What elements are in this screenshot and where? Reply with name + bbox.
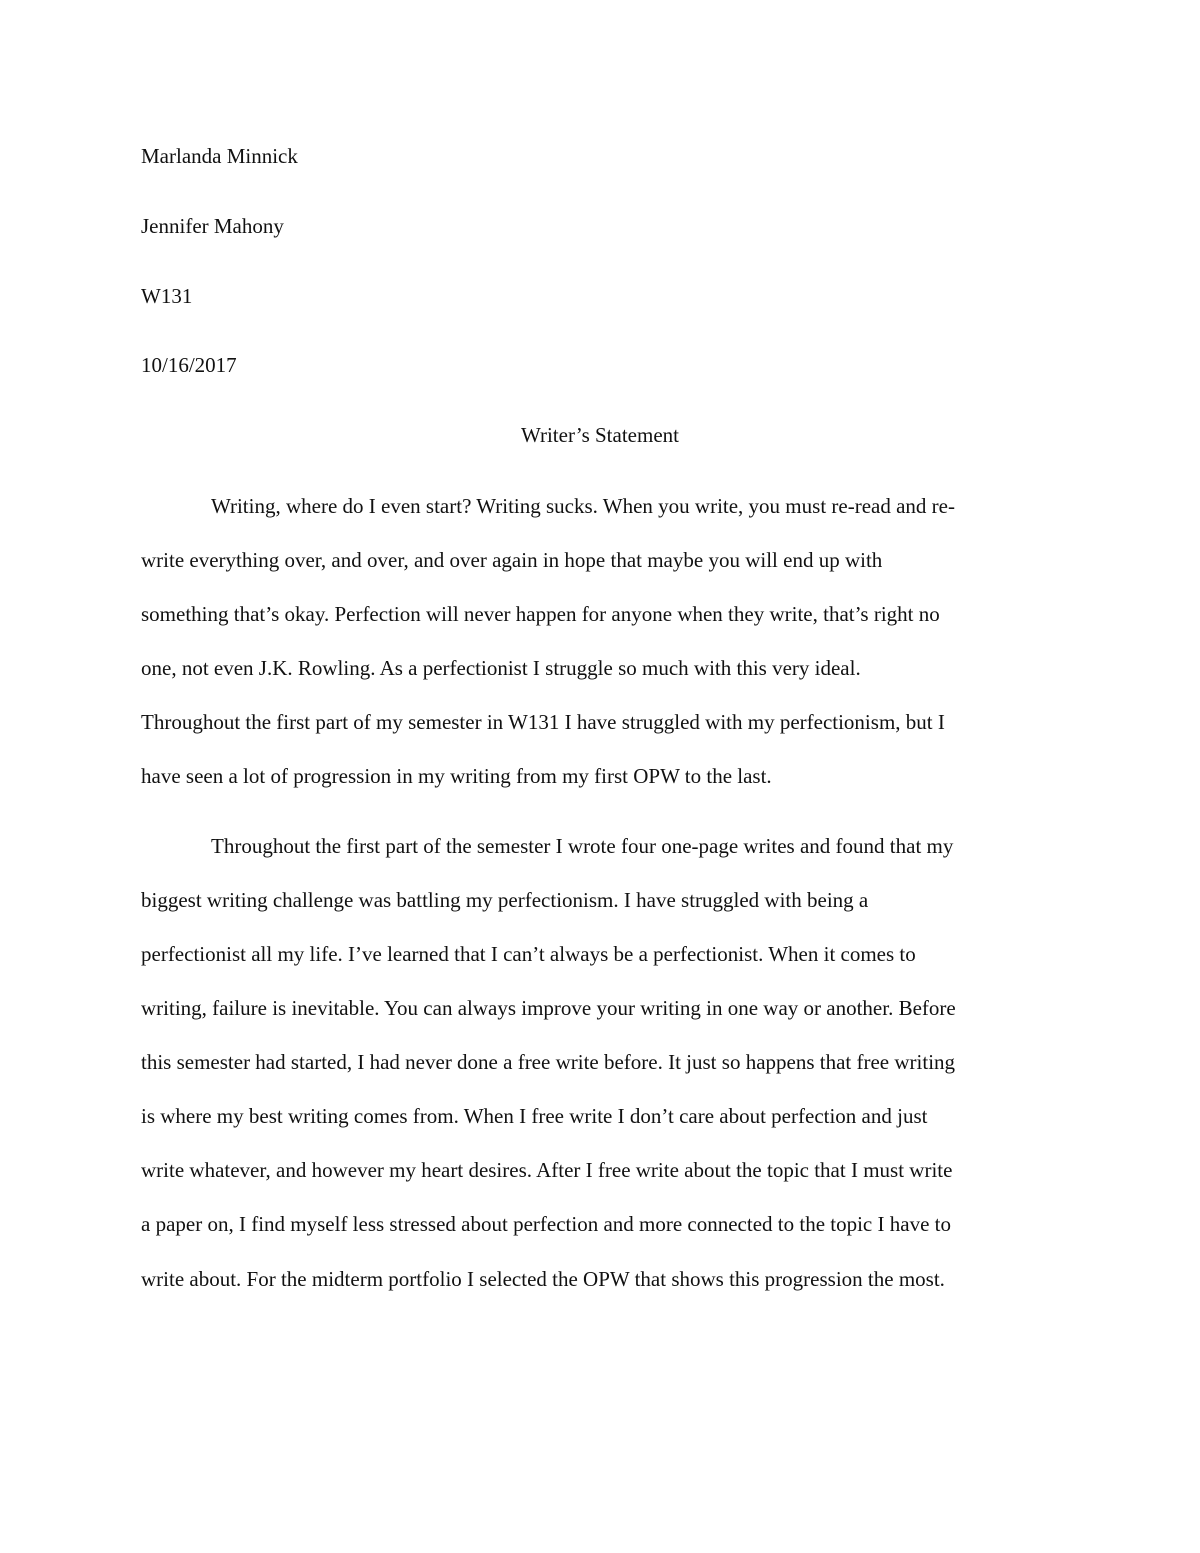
paragraph-line: this semester had started, I had never done a free write before. It just so happens that free writing — [141, 1050, 956, 1074]
paragraph-line: perfectionist all my life. I’ve learned that I can’t always be a perfectionist. When it comes to — [141, 942, 916, 966]
student-name: Marlanda Minnick — [141, 144, 298, 168]
paragraph-line: is where my best writing comes from. When I free write I don’t care about perfection and just — [141, 1104, 928, 1128]
paragraph-line: have seen a lot of progression in my writing from my first OPW to the last. — [141, 764, 772, 788]
instructor-name: Jennifer Mahony — [141, 214, 284, 238]
paragraph-line: write whatever, and however my heart desires. After I free write about the topic that I must write — [141, 1158, 953, 1182]
paragraph-line: Writing, where do I even start? Writing sucks. When you write, you must re-read and re- — [211, 494, 955, 518]
paragraph-line: writing, failure is inevitable. You can always improve your writing in one way or another. Before — [141, 996, 956, 1020]
document-date: 10/16/2017 — [141, 353, 237, 377]
paragraph-line: Throughout the first part of the semester I wrote four one-page writes and found that my — [211, 834, 954, 858]
course-name: W131 — [141, 284, 193, 308]
paragraph-line: one, not even J.K. Rowling. As a perfectionist I struggle so much with this very ideal. — [141, 656, 861, 680]
paragraph-line: Throughout the first part of my semester in W131 I have struggled with my perfectionism, but I — [141, 710, 945, 734]
paragraph-line: biggest writing challenge was battling my perfectionism. I have struggled with being a — [141, 888, 869, 912]
paragraph-line: something that’s okay. Perfection will never happen for anyone when they write, that’s right no — [141, 602, 940, 626]
paragraph-line: write about. For the midterm portfolio I selected the OPW that shows this progression the most. — [141, 1267, 945, 1291]
paragraph-line: a paper on, I find myself less stressed about perfection and more connected to the topic I have to — [141, 1212, 951, 1236]
paragraph-line: write everything over, and over, and over again in hope that maybe you will end up with — [141, 548, 883, 572]
document-title: Writer’s Statement — [521, 423, 679, 447]
